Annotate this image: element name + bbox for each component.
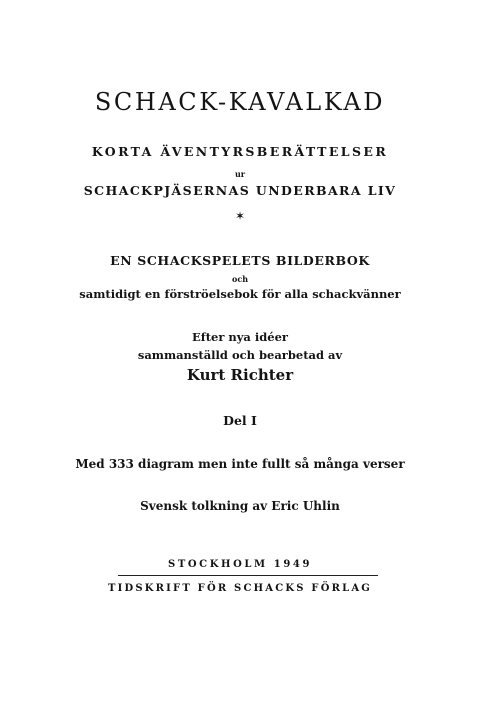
description-line-1: EN SCHACKSPELETS BILDERBOK	[110, 253, 370, 268]
subtitle-line-1: KORTA ÄVENTYRSBERÄTTELSER	[91, 144, 389, 159]
subtitle-line-2: SCHACKPJÄSERNAS UNDERBARA LIV	[83, 183, 397, 198]
book-title: SCHACK-KAVALKAD	[94, 88, 386, 116]
credit-line-1: Efter nya idéer	[191, 330, 288, 344]
volume-label: Del I	[223, 413, 257, 428]
publisher-name: TIDSKRIFT FÖR SCHACKS FÖRLAG	[107, 583, 373, 594]
star-ornament-icon: ✶	[234, 209, 246, 223]
imprint-divider	[118, 575, 378, 576]
contents-note: Med 333 diagram men inte fullt så många verser	[75, 457, 405, 471]
place-and-year: STOCKHOLM 1949	[168, 559, 312, 570]
subtitle-connector: ur	[234, 169, 246, 179]
translation-note: Svensk tolkning av Eric Uhlin	[140, 499, 340, 513]
description-line-2: samtidigt en förströelsebok för alla schackvänner	[79, 287, 401, 301]
description-connector: och	[231, 274, 249, 284]
author-name: Kurt Richter	[186, 366, 294, 384]
credit-line-2: sammanställd och bearbetad av	[137, 348, 343, 362]
